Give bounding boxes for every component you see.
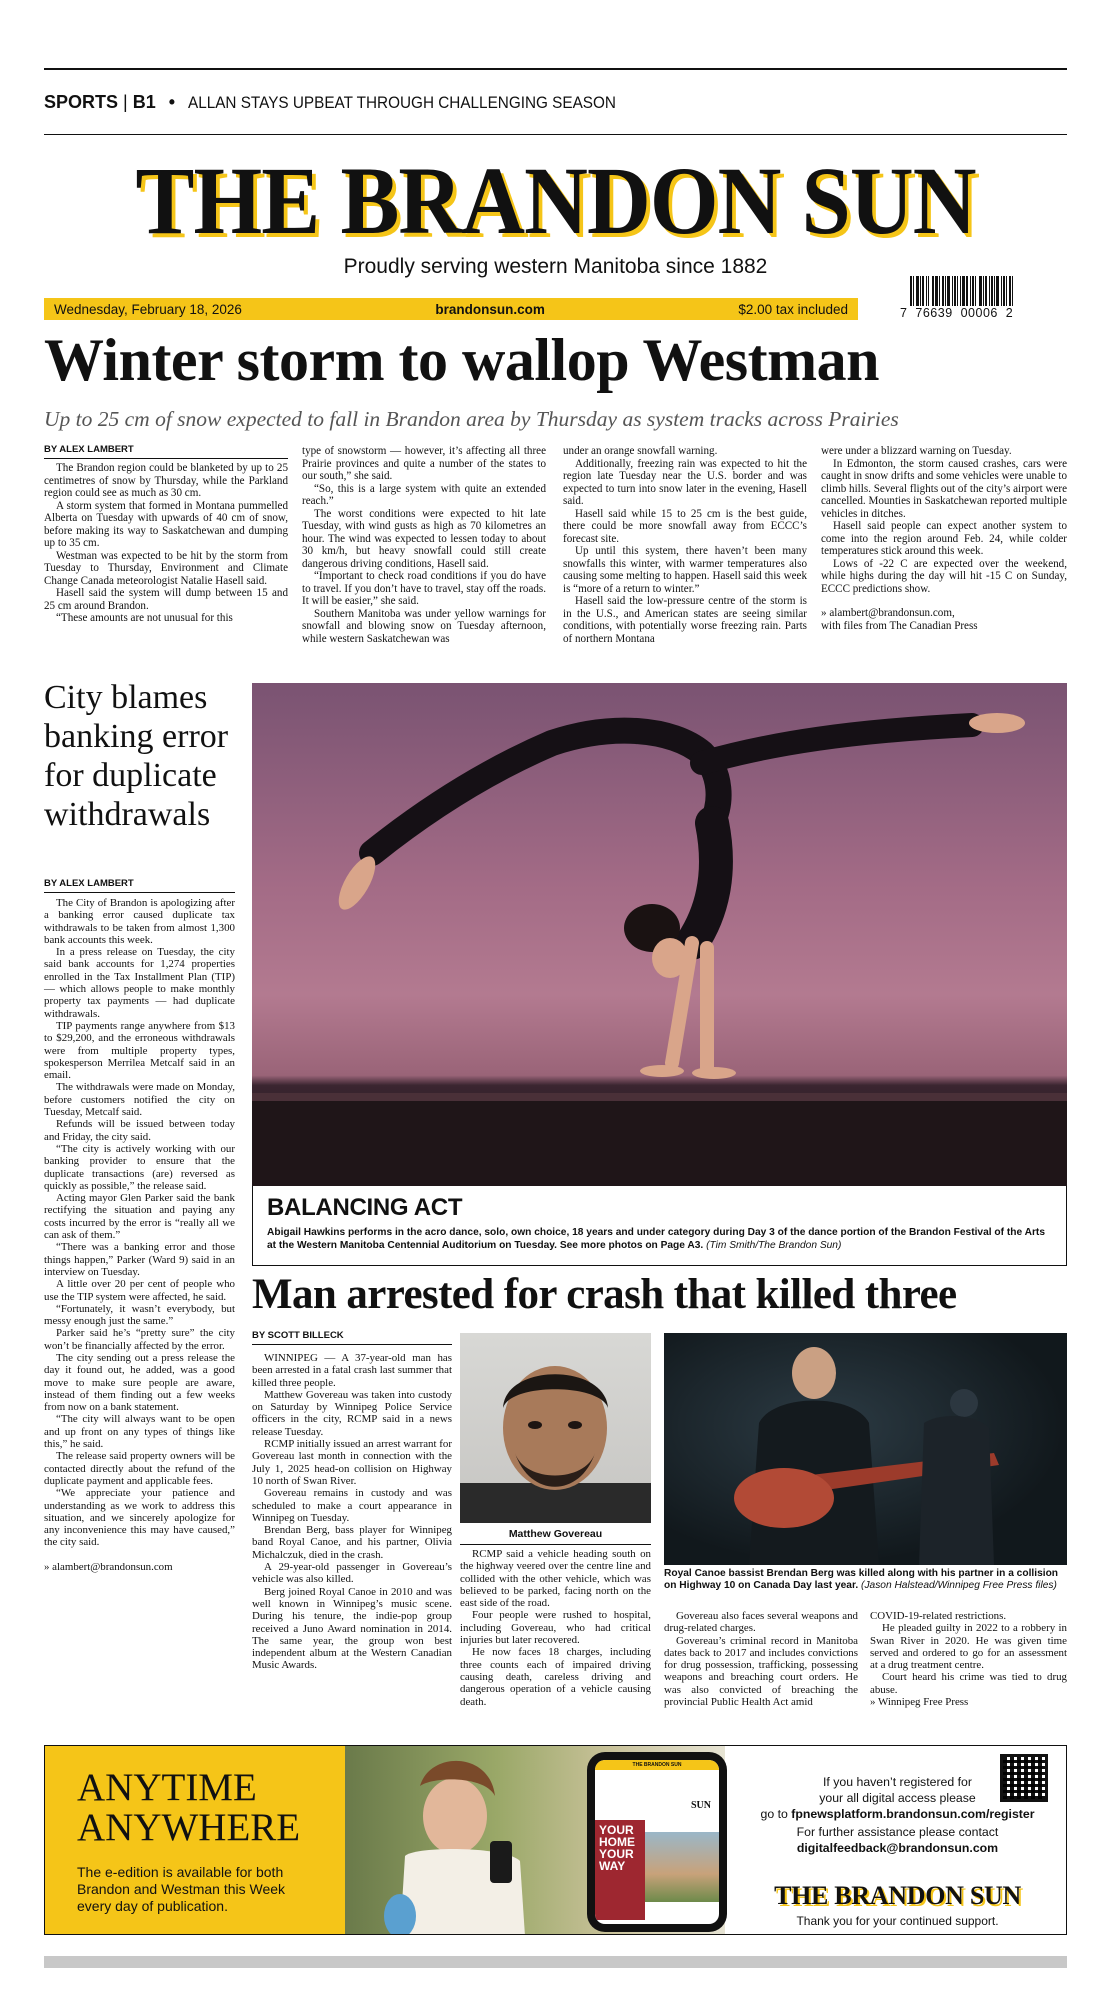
lead-signoff-email[interactable]: » alambert@brandonsun.com, bbox=[821, 607, 955, 619]
lead-signoff-files: with files from The Canadian Press bbox=[821, 619, 978, 632]
date-bar bbox=[44, 298, 858, 320]
crash-headline[interactable]: Man arrested for crash that killed three bbox=[252, 1271, 957, 1318]
register-link[interactable]: fpnewsplatform.brandonsun.com/register bbox=[791, 1807, 1035, 1821]
phone-header: THE BRANDON SUN bbox=[595, 1760, 719, 1770]
lead-col-2: type of snowstorm — however, it’s affecting all three Prairie provinces and quite a number of the states to our south,” she said. “So, this is a large system with quite an extended reach.” The worst conditions were expected to hit late Tuesday, with wind gusts as high as 70 kilometres an hour. The wind was expected to lessen today to about 30 km/h, but heavy snowfall could still create dangerous driving conditions, Hasell said. “Important to check road conditions if you do have to travel. If you don’t have to travel, stay off the roads. It will be easier,” she said. Southern Manitoba was under yellow warnings for snowfall and blowing snow on Tuesday afternoon, while western Saskatchewan was bbox=[302, 445, 546, 645]
page-label: B1 bbox=[132, 92, 156, 112]
divider: | bbox=[123, 92, 133, 112]
city-signoff[interactable]: » alambert@brandonsun.com bbox=[44, 1560, 173, 1573]
crash-col-4: COVID-19-related restrictions. He pleaded guilty in 2022 to a robbery in Swan River in 2020. He was given time served and ordered to go for an assessment at a drug treatment centre. Court heard his crime was tied to drug abuse. » Winnipeg Free Press bbox=[870, 1610, 1067, 1709]
masthead-title-text: THE BRANDON SUN bbox=[135, 147, 976, 254]
section-label: SPORTS bbox=[44, 92, 119, 112]
lead-deck: Up to 25 cm of snow expected to fall in Brandon area by Thursday as system tracks across Prairies bbox=[44, 407, 899, 431]
ad-thanks: Thank you for your continued support. bbox=[796, 1914, 999, 1928]
photo-caption: Abigail Hawkins performs in the acro dance, solo, own choice, 18 years and under category during Day 3 of the dance portion of the Brandon Festival of the Arts at the Western Manitoba Centennial Auditorium on Tuesday. See more photos on Page A3. (Tim Smith/The Brandon Sun) bbox=[267, 1227, 1045, 1251]
barcode-number: 7 76639 00006 2 bbox=[900, 306, 1014, 320]
crash-col-2: RCMP said a vehicle heading south on the highway veered over the centre line and collided with the other vehicle, which was believed to be parked, facing north on the east side of the road. Four people were rushed to hospital, including Govereau, who had critical injuries but later recovered. He now faces 18 charges, including three counts each of impaired driving causing death, careless driving and dangerous operation of a vehicle causing death. bbox=[460, 1548, 651, 1708]
lead-col-4: were under a blizzard warning on Tuesday. In Edmonton, the storm caused crashes, cars were caught in snow drifts and some vehicles were unable to climb hills. Several flights out of the city’s airport were cancelled. Mounties in Saskatchewan reported multiple vehicles in ditches. Hasell said people can expect another system to come into the region around Feb. 24, while colder temperatures stick around this week. Lows of -22 C are expected over the weekend, while highs during the day will hit -15 C on Sunday, ECCC predictions show. » alambert@brandonsun.com, with files from The Canadian Press bbox=[821, 445, 1067, 632]
phone-sun: SUN bbox=[690, 1800, 711, 1811]
section-teaser-bar[interactable] bbox=[44, 92, 944, 113]
lead-byline: BY ALEX LAMBERT bbox=[44, 444, 288, 459]
ad-headline: ANYTIME ANYWHERE bbox=[77, 1766, 301, 1849]
masthead-title bbox=[44, 145, 1067, 256]
website-link[interactable]: brandonsun.com bbox=[435, 301, 545, 317]
eedition-ad[interactable] bbox=[44, 1745, 1067, 1935]
phone-mockup bbox=[587, 1752, 727, 1932]
price: $2.00 tax included bbox=[738, 301, 848, 317]
dance-photo[interactable] bbox=[252, 683, 1067, 1186]
mugshot-caption: Matthew Govereau bbox=[460, 1528, 651, 1545]
city-byline: BY ALEX LAMBERT bbox=[44, 878, 235, 893]
issue-date: Wednesday, February 18, 2026 bbox=[54, 301, 242, 317]
dancer-figure bbox=[252, 683, 1067, 1186]
qr-code[interactable] bbox=[1000, 1754, 1048, 1802]
barcode bbox=[910, 274, 1045, 306]
bassist-caption: Royal Canoe bassist Brendan Berg was killed along with his partner in a collision on Highway 10 on Canada Day last year. (Jason Halstead/Winnipeg Free Press files) bbox=[664, 1568, 1059, 1592]
phone-screen bbox=[595, 1760, 719, 1924]
mugshot-photo[interactable] bbox=[460, 1333, 651, 1523]
city-headline[interactable]: City blames banking error for duplicate withdrawals bbox=[44, 679, 229, 833]
phone-house bbox=[645, 1832, 719, 1902]
photo-headline: BALANCING ACT bbox=[267, 1194, 463, 1221]
ad-brand: THE BRANDON SUN bbox=[774, 1881, 1021, 1910]
crash-signoff: » Winnipeg Free Press bbox=[870, 1696, 969, 1709]
feedback-email[interactable]: digitalfeedback@brandonsun.com bbox=[796, 1841, 999, 1855]
teaser-text: ALLAN STAYS UPBEAT THROUGH CHALLENGING SEASON bbox=[188, 93, 617, 112]
mugshot-figure bbox=[460, 1333, 651, 1523]
crash-col-3: Govereau also faces several weapons and drug-related charges. Govereau’s criminal record in Manitoba dates back to 2017 and includes convictions for drug possession, trafficking, possessing weapons and breaching court orders. He was also convicted of breaching the provincial Public Health Act amid bbox=[664, 1610, 858, 1709]
bullet-icon: • bbox=[168, 92, 176, 112]
ad-body: The e-edition is available for both Brandon and Westman this Week every day of publication. bbox=[77, 1864, 286, 1914]
ad-info: If you haven’t registered for your all digital access please go to fpnewsplatform.brandonsun.com/register For further assistance please contact digitalfeedback@brandonsun.com bbox=[735, 1774, 1060, 1856]
lead-col-3: under an orange snowfall warning. Additionally, freezing rain was expected to hit the region late Tuesday near the U.S. border and was expected to turn into snow later in the evening, Hasell said. Hasell said while 15 to 25 cm is the best guide, there could be more snowfall away from ECCC’s forecast site. Up until this system, there haven’t been many snowfalls this winter, with warmer temperatures also causing some melting to happen. Hasell said this week is “more of a return to winter.” Hasell said the low-pressure centre of the storm is in the U.S., and American states are seeing similar conditions, with potentially worse freezing rain. Parts of northern Montana bbox=[563, 445, 807, 645]
phone-promo: YOUR HOME YOUR WAY bbox=[595, 1820, 645, 1920]
bassist-photo[interactable] bbox=[664, 1333, 1067, 1565]
crash-byline: BY SCOTT BILLECK bbox=[252, 1330, 452, 1345]
city-body: The City of Brandon is apologizing after a banking error caused duplicate tax withdrawals to be taken from almost 1,300 bank accounts this week. In a press release on Tuesday, the city said bank accounts for 1,274 properties enrolled in the Tax Installment Plan (TIP) — which allows people to make monthly property tax payments — had duplicate withdrawals. TIP payments range anywhere from $13 to $29,200, and the erroneous withdrawals were from multiple property types, spokesperson Merrilea Metcalf said in an email. The withdrawals were made on Monday, before customers notified the city on Tuesday, Metcalf said. Refunds will be issued between today and Friday, the city said. “The city is actively working with our banking provider to ensure that the duplicate transactions (are) reversed as quickly as possible,” the release said. Acting mayor Glen Parker said the bank rectifying the situation and paying any costs incurred by the error is “really all we can ask of them.” “There was a banking error and those things happen,” Parker (Ward 9) said in an interview on Tuesday. A little over 20 per cent of people who use the TIP system were affected, he said. “Fortunately, it wasn’t everybody, but messy enough just the same.” Parker said he’s “pretty sure” the city won’t be financially affected by the error. The city sending out a press release the day it found out, he added, was a good move to make sure people are aware, instead of them finding out a few weeks from now on a bank statement. “The city will always want to be open and up front on any types of things like this,” he said. The release said property owners will be contacted directly about the refund of the duplicate payment and applicable fees. “We appreciate your patience and understanding as we work to address this situation, and we sincerely apologize for any inconvenience this may have caused,” the city said. » alambert@brandonsun.com bbox=[44, 897, 235, 1573]
lead-headline[interactable]: Winter storm to wallop Westman bbox=[44, 327, 879, 393]
crash-col-1: WINNIPEG — A 37-year-old man has been arrested in a fatal crash last summer that killed three people. Matthew Govereau was taken into custody on Saturday by Winnipeg Police Service officers in the city, RCMP said in a news release Tuesday. RCMP initially issued an arrest warrant for Govereau last month in connection with the July 1, 2025 head-on collision on Highway 10 north of Swan River. Govereau remains in custody and was scheduled to make a court appearance in Winnipeg on Tuesday. Brendan Berg, bass player for Winnipeg band Royal Canoe, and his partner, Olivia Michalczuk, died in the crash. A 29-year-old passenger in Govereau’s vehicle was also killed. Berg joined Royal Canoe in 2010 and was well known in Winnipeg’s music scene. During his tenure, the indie-pop group received a Juno Award nomination in 2014. The same year, the group won best independent album at the Western Canadian Music Awards. bbox=[252, 1352, 452, 1672]
bassist-figure bbox=[664, 1333, 1067, 1565]
top-rule bbox=[44, 68, 1067, 70]
tagline: Proudly serving western Manitoba since 1882 bbox=[343, 255, 768, 278]
photo-caption-box bbox=[252, 1186, 1067, 1266]
bottom-bar bbox=[44, 1956, 1067, 1968]
top-rule-2 bbox=[44, 134, 1067, 135]
lead-col-1: The Brandon region could be blanketed by up to 25 centimetres of snow by Thursday, while the Parkland region could see as much as 30 cm. A storm system that formed in Montana pummelled Alberta on Tuesday with upwards of 40 cm of snow, before making its way to Saskatchewan and dumping up to 35 cm. Westman was expected to be hit by the storm from Tuesday to Thursday, Environment and Climate Change Canada meteorologist Natalie Hasell said. Hasell said the system will dump between 15 and 25 cm around Brandon. “These amounts are not unusual for this bbox=[44, 462, 288, 624]
